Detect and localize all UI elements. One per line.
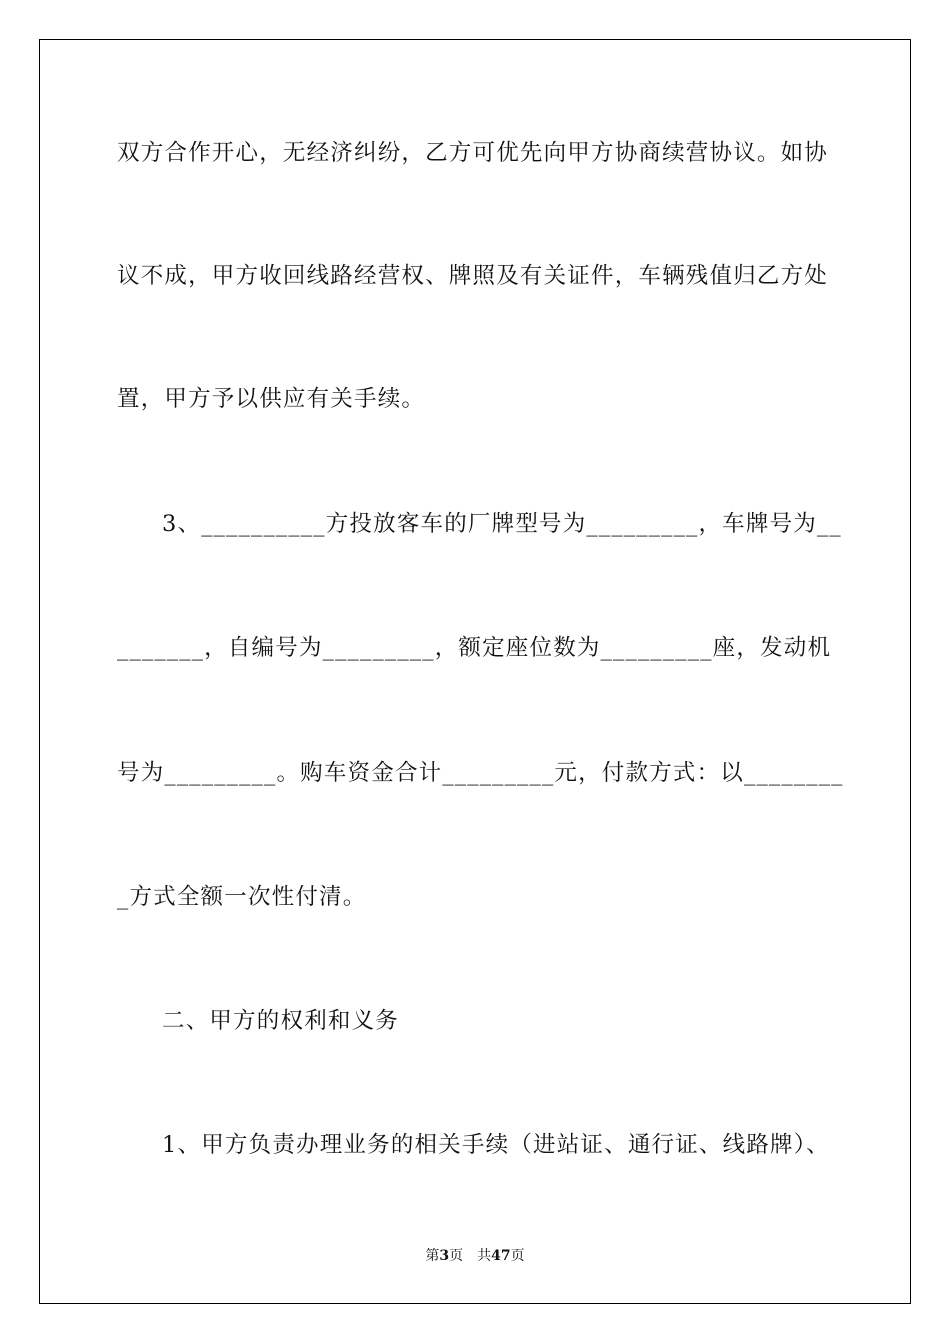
footer-page-unit: 页 <box>449 1248 464 1264</box>
paragraph-line-5: _______，自编号为_________，额定座位数为_________座，发动机 <box>117 635 832 661</box>
footer-page-number: 3 <box>439 1248 450 1264</box>
section-heading: 二、甲方的权利和义务 <box>162 1008 400 1034</box>
paragraph-line-2: 议不成，甲方收回线路经营权、牌照及有关证件，车辆残值归乙方处 <box>117 263 829 289</box>
paragraph-line-3: 置，甲方予以供应有关手续。 <box>117 386 426 412</box>
paragraph-line-4: 3、__________方投放客车的厂牌型号为_________，车牌号为__ <box>162 511 842 537</box>
footer-total-pages: 47 <box>491 1248 511 1264</box>
paragraph-line-1: 双方合作开心，无经济纠纷，乙方可优先向甲方协商续营协议。如协 <box>117 140 829 166</box>
footer-total-unit: 页 <box>510 1248 525 1264</box>
paragraph-line-9: 1、甲方负责办理业务的相关手续（进站证、通行证、线路牌）、 <box>162 1132 830 1158</box>
paragraph-line-7: _方式全额一次性付清。 <box>117 884 367 910</box>
footer-total-prefix: 共 <box>477 1248 492 1264</box>
page-border <box>39 39 911 1304</box>
footer-page-prefix: 第 <box>425 1248 440 1264</box>
paragraph-line-6: 号为_________。购车资金合计_________元，付款方式：以________ <box>117 760 844 786</box>
page-footer <box>0 1246 950 1266</box>
